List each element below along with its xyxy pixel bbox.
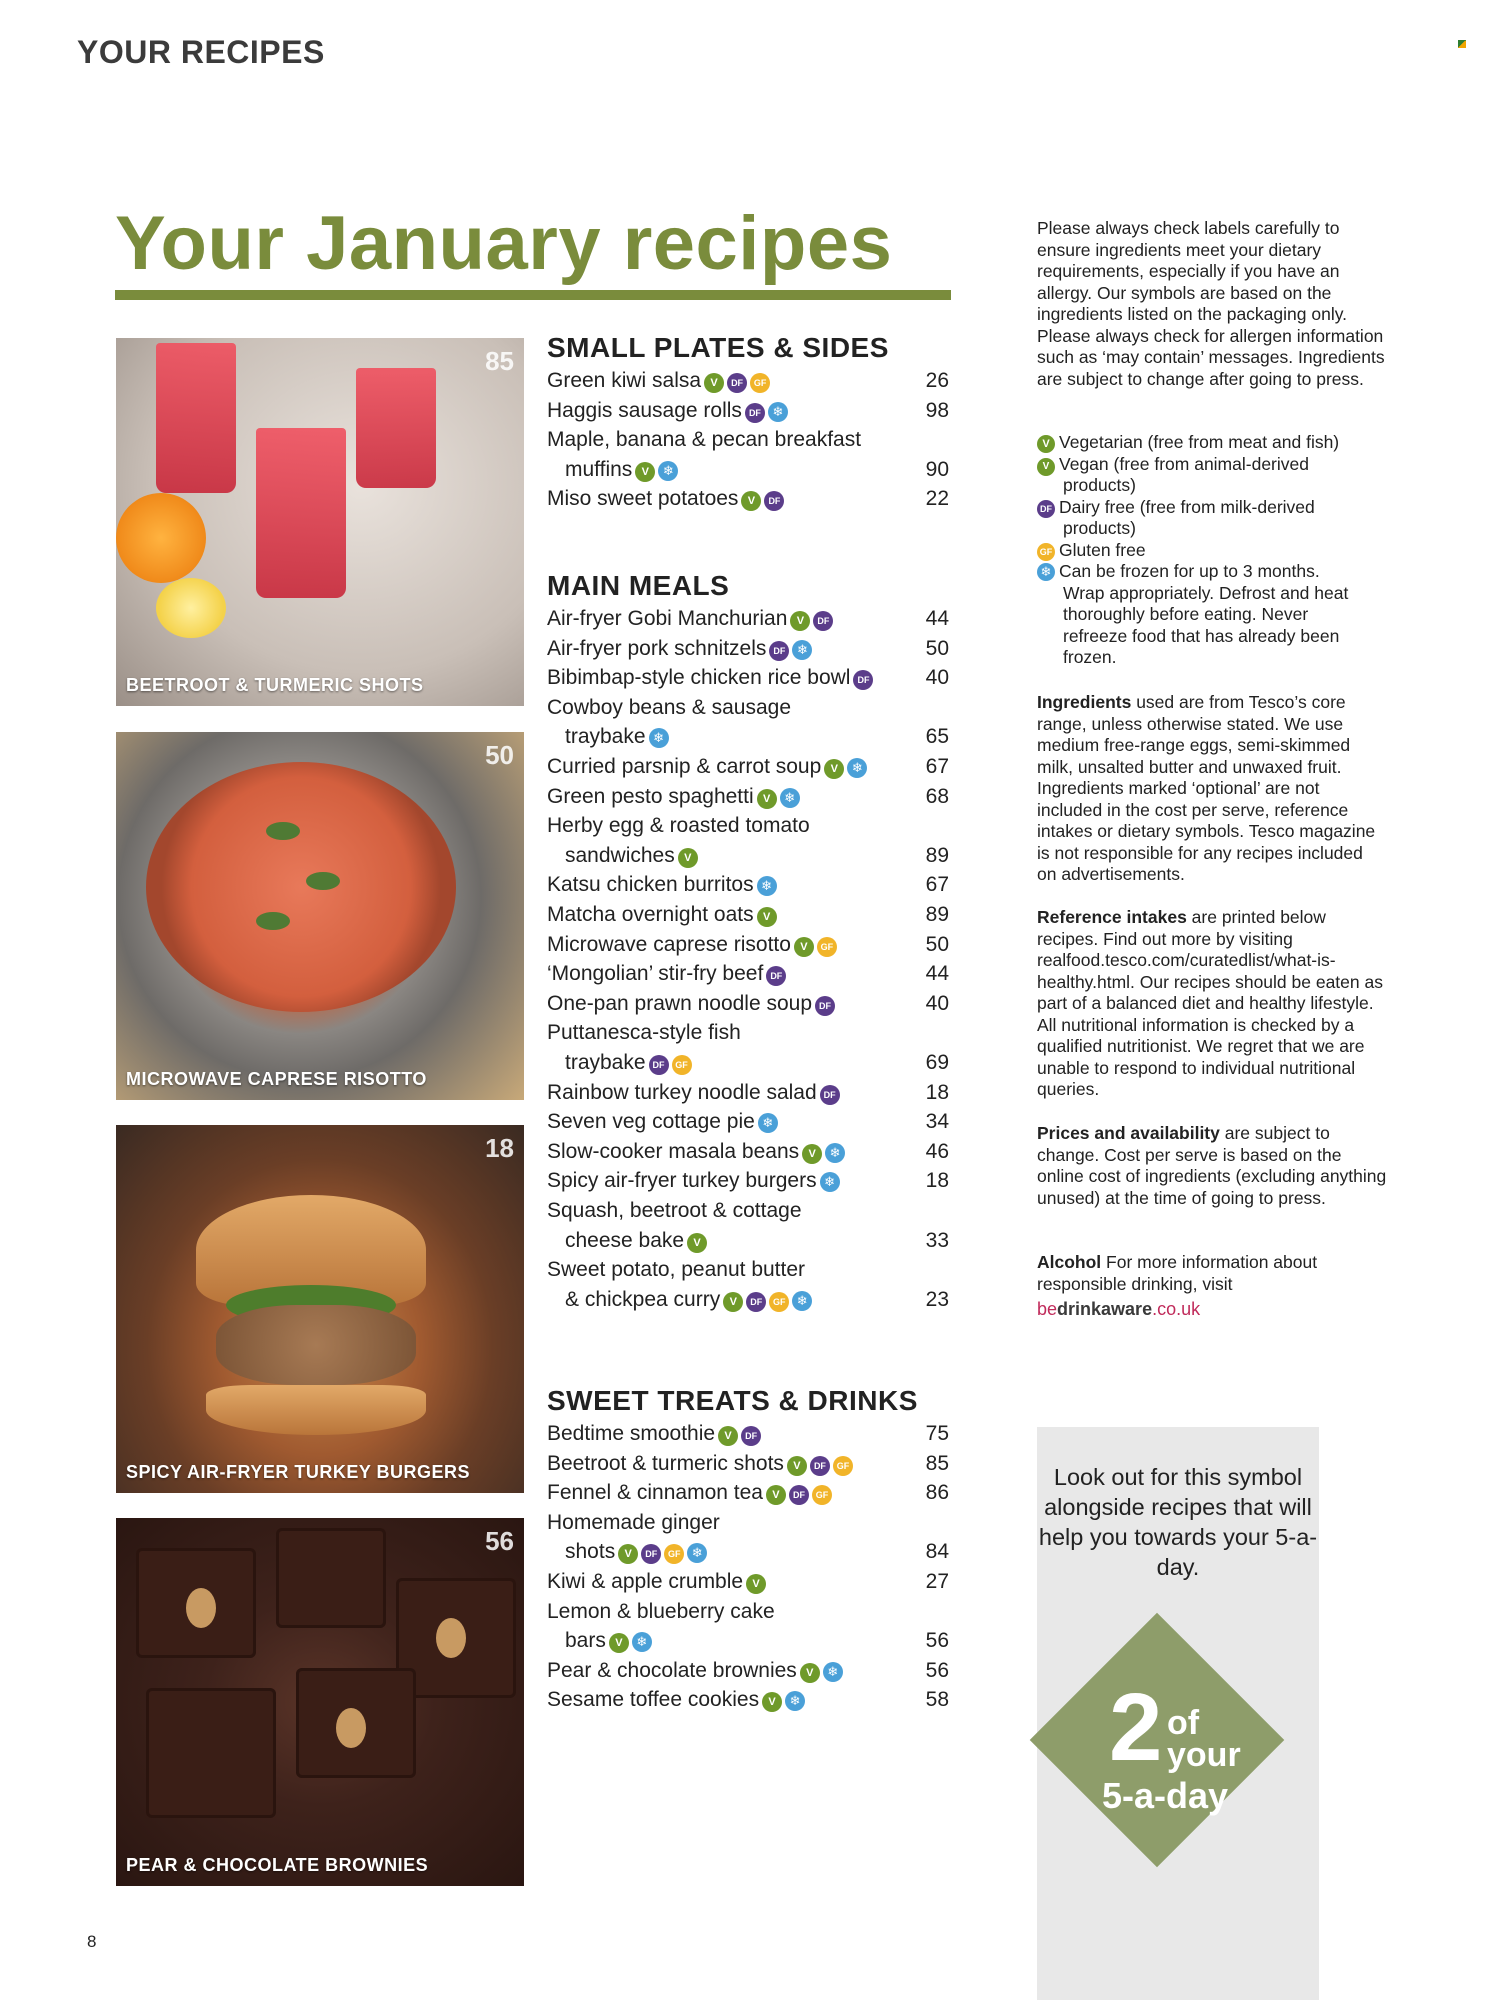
recipe-row <box>547 1420 949 1448</box>
legend-item <box>1037 497 1315 519</box>
recipe-page-number: 18 <box>925 1169 949 1193</box>
dietary-symbol-v-icon: V <box>687 1233 707 1253</box>
recipe-page-number: 98 <box>925 398 949 422</box>
dietary-symbol-v-icon: V <box>794 937 814 957</box>
recipe-name: cheese bake <box>565 1228 685 1252</box>
badge-count: 2 <box>1109 1674 1163 1781</box>
recipe-name: Green kiwi salsa <box>547 369 702 392</box>
legend-text: Gluten free <box>1059 539 1146 560</box>
recipe-name: Maple, banana & pecan breakfast <box>547 428 862 452</box>
dietary-symbol-gf-icon: GF <box>817 937 837 957</box>
legend-item <box>1037 540 1146 562</box>
legend-text-continued: products) <box>1063 475 1136 495</box>
recipe-name: Katsu chicken burritos <box>547 873 754 897</box>
dietary-intro: Please always check labels carefully to ensure ingredients meet your dietary requirements, especially if you have an allergy. Our symbols are based on the ingredients listed on the packaging only. Please always check for allergen information such as ‘may contain’ messages. Ingredients are subject to change after going to press. <box>1037 218 1385 389</box>
pear-slice <box>436 1618 466 1658</box>
dietary-symbol-df-icon: DF <box>641 1544 661 1564</box>
recipe-row <box>547 397 949 425</box>
photo-page-number: 56 <box>485 1526 514 1556</box>
recipe-page-number: 68 <box>925 784 949 808</box>
recipe-name: shots <box>565 1540 616 1564</box>
recipe-row <box>547 456 949 484</box>
photo-turkey-burgers <box>116 1125 524 1493</box>
dietary-symbol-fr-icon: ❄ <box>632 1632 652 1652</box>
recipe-name: Lemon & blueberry cake <box>547 1599 775 1623</box>
dietary-symbol-v-icon: V <box>723 1292 743 1312</box>
photo-page-number: 50 <box>485 740 514 770</box>
dietary-symbol-v-icon: V <box>762 1692 782 1712</box>
recipe-page-number: 69 <box>925 1051 949 1074</box>
recipe-page-number: 23 <box>925 1287 949 1311</box>
recipe-page-number: 56 <box>925 1629 949 1653</box>
recipe-row <box>547 783 949 811</box>
legend-text-continued: Wrap appropriately. Defrost and heat thoroughly before eating. Never refreeze food that has already been frozen. <box>1063 582 1349 667</box>
section-label: YOUR RECIPES <box>77 34 325 70</box>
recipe-name: Spicy air-fryer turkey burgers <box>547 1169 817 1193</box>
brownie-piece <box>276 1528 386 1628</box>
recipe-page-number: 44 <box>925 607 949 630</box>
photo-caption: SPICY AIR-FRYER TURKEY BURGERS <box>126 1462 471 1482</box>
recipe-row <box>547 485 949 513</box>
recipe-row <box>547 605 949 633</box>
recipe-page-number: 46 <box>925 1139 949 1163</box>
basil-leaf <box>306 872 340 890</box>
legend-item <box>1037 454 1309 476</box>
dietary-symbol-fr-icon: ❄ <box>658 461 678 481</box>
recipe-name: Bibimbap-style chicken rice bowl <box>547 666 851 690</box>
dietary-symbol-v-icon: V <box>787 1456 807 1476</box>
dietary-symbol-df-icon: DF <box>746 1292 766 1312</box>
dietary-symbol-fr-icon: ❄ <box>825 1143 845 1163</box>
section-heading: SWEET TREATS & DRINKS <box>547 1385 918 1416</box>
recipe-name: traybake <box>565 1051 646 1074</box>
dietary-symbol-fr-icon: ❄ <box>785 1691 805 1711</box>
recipe-row <box>547 1049 949 1077</box>
recipe-name: bars <box>565 1629 606 1653</box>
recipe-row <box>547 1108 949 1136</box>
recipe-name: Seven veg cottage pie <box>547 1110 755 1134</box>
dietary-symbol-fr-icon: ❄ <box>847 758 867 778</box>
recipe-row <box>547 1286 949 1314</box>
recipe-name: Microwave caprese risotto <box>547 932 791 956</box>
risotto-bowl <box>146 762 456 1012</box>
photo-caprese-risotto <box>116 732 524 1100</box>
recipe-page-number: 58 <box>925 1688 949 1712</box>
recipe-row <box>547 1538 949 1566</box>
basil-leaf <box>256 912 290 930</box>
recipe-name: One-pan prawn noodle soup <box>547 991 813 1015</box>
shot-glass <box>156 343 236 493</box>
dietary-symbol-fr-icon: ❄ <box>768 402 788 422</box>
recipe-name: Curried parsnip & carrot soup <box>547 755 822 778</box>
recipe-name: Miso sweet potatoes <box>547 487 739 511</box>
photo-beetroot-shots <box>116 338 524 706</box>
legend-text: Vegan (free from animal-derived <box>1059 453 1309 474</box>
recipe-row <box>547 901 949 929</box>
recipe-name: traybake <box>565 725 646 749</box>
burger-bun-bottom <box>206 1385 426 1435</box>
recipe-page-number: 40 <box>925 666 949 690</box>
prices-note <box>1037 1123 1387 1209</box>
reference-intakes-note <box>1037 907 1387 1101</box>
dietary-symbol-fr-icon: ❄ <box>792 1291 812 1311</box>
dietary-symbol-df-icon: DF <box>853 670 873 690</box>
legend-vg-icon: V <box>1037 458 1055 476</box>
recipe-name: Slow-cooker masala beans <box>547 1139 800 1163</box>
dietary-symbol-fr-icon: ❄ <box>820 1172 840 1192</box>
shot-glass <box>356 368 436 488</box>
legend-item <box>1037 561 1320 583</box>
dietary-symbol-df-icon: DF <box>789 1485 809 1505</box>
dietary-symbol-df-icon: DF <box>764 491 784 511</box>
dietary-symbol-v-icon: V <box>757 907 777 927</box>
drinkaware-main: drinkaware <box>1057 1299 1153 1319</box>
recipe-row <box>547 1450 949 1478</box>
recipe-name: Haggis sausage rolls <box>547 398 742 422</box>
recipe-name: Matcha overnight oats <box>547 903 754 926</box>
drinkaware-be: be <box>1037 1299 1058 1319</box>
dietary-symbol-df-icon: DF <box>649 1055 669 1075</box>
dietary-symbol-gf-icon: GF <box>833 1456 853 1476</box>
recipe-page-number: 22 <box>925 487 949 511</box>
recipe-page-number: 27 <box>925 1570 949 1593</box>
dietary-symbol-gf-icon: GF <box>769 1292 789 1312</box>
legend-v-icon: V <box>1037 435 1055 453</box>
dietary-symbol-v-icon: V <box>704 373 724 393</box>
recipe-name: Air-fryer Gobi Manchurian <box>547 607 788 630</box>
recipe-name: Green pesto spaghetti <box>547 784 754 808</box>
recipe-row <box>547 723 949 751</box>
title-underline <box>115 290 951 300</box>
recipe-row <box>547 635 949 663</box>
recipe-row <box>547 664 949 692</box>
recipe-name: Cowboy beans & sausage <box>547 695 791 719</box>
alcohol-note <box>1037 1252 1387 1295</box>
recipe-name: Air-fryer pork schnitzels <box>547 636 767 660</box>
dietary-symbol-v-icon: V <box>609 1633 629 1653</box>
recipe-page-number: 33 <box>925 1228 949 1252</box>
photo-page-number: 85 <box>485 346 514 376</box>
recipe-name: Fennel & cinnamon tea <box>547 1481 763 1505</box>
dietary-symbol-v-icon: V <box>790 611 810 631</box>
dietary-symbol-df-icon: DF <box>766 966 786 986</box>
dietary-symbol-df-icon: DF <box>813 611 833 631</box>
dietary-symbol-v-icon: V <box>802 1144 822 1164</box>
dietary-symbol-fr-icon: ❄ <box>758 1113 778 1133</box>
recipe-row <box>547 842 949 870</box>
dietary-symbol-fr-icon: ❄ <box>757 876 777 896</box>
photo-page-number: 18 <box>485 1133 514 1163</box>
legend-text: Dairy free (free from milk-derived <box>1059 496 1315 517</box>
recipe-name: Squash, beetroot & cottage <box>547 1199 802 1222</box>
corner-logo-mark <box>1458 40 1466 48</box>
badge-your: your <box>1167 1736 1241 1774</box>
recipe-page-number: 89 <box>925 903 949 926</box>
dietary-symbol-fr-icon: ❄ <box>649 728 669 748</box>
reference-text: are printed below recipes. Find out more by visiting realfood.tesco.com/curatedlist/what-is-healthy.html. Our recipes should be eaten as part of a balanced diet and healthy lifestyle. All nutritional information is checked by a qualified nutritionist. We regret that we are unable to respond to individual nutritional queries. <box>1037 907 1383 1099</box>
recipe-page-number: 75 <box>925 1422 949 1445</box>
photo-pear-brownies <box>116 1518 524 1886</box>
recipe-name: Bedtime smoothie <box>547 1422 716 1445</box>
badge-of: of <box>1167 1704 1200 1742</box>
dietary-symbol-gf-icon: GF <box>672 1055 692 1075</box>
brownie-piece <box>146 1688 276 1818</box>
recipe-row <box>547 1167 949 1195</box>
recipe-name: & chickpea curry <box>565 1287 721 1311</box>
legend-item <box>1037 432 1339 454</box>
ingredients-text: used are from Tesco’s core range, unless otherwise stated. We use medium free-range eggs, semi-skimmed milk, unsalted butter and unwaxed fruit. Ingredients marked ‘optional’ are not included in the cost per serve, reference intakes or dietary symbols. Tesco magazine is not responsible for any recipes included on advertisements. <box>1037 692 1376 884</box>
recipe-row <box>547 1138 949 1166</box>
legend-df-icon: DF <box>1037 500 1055 518</box>
recipe-row <box>547 1197 949 1225</box>
dietary-symbol-df-icon: DF <box>727 373 747 393</box>
dietary-symbol-df-icon: DF <box>820 1085 840 1105</box>
lemon-slice <box>156 578 226 638</box>
basil-leaf <box>266 822 300 840</box>
recipe-page-number: 90 <box>925 457 949 481</box>
dietary-symbol-df-icon: DF <box>741 1426 761 1446</box>
reference-heading: Reference intakes <box>1037 907 1187 927</box>
dietary-symbol-v-icon: V <box>635 462 655 482</box>
recipe-page-number: 56 <box>925 1658 949 1682</box>
legend-fr-icon: ❄ <box>1037 563 1055 581</box>
ingredients-heading: Ingredients <box>1037 692 1132 712</box>
five-a-day-badge-text <box>1052 1674 1302 1880</box>
recipe-page-number: 44 <box>925 962 949 986</box>
section-heading: MAIN MEALS <box>547 570 730 601</box>
recipe-name: ‘Mongolian’ stir-fry beef <box>547 962 764 986</box>
dietary-symbol-df-icon: DF <box>769 641 789 661</box>
recipe-name: Puttanesca-style fish <box>547 1021 741 1045</box>
alcohol-heading: Alcohol <box>1037 1252 1102 1272</box>
dietary-symbol-df-icon: DF <box>815 996 835 1016</box>
drinkaware-tld: .co.uk <box>1152 1299 1201 1319</box>
legend-text-continued: products) <box>1063 518 1136 538</box>
recipe-row <box>547 694 949 722</box>
recipe-name: Pear & chocolate brownies <box>547 1658 797 1682</box>
recipe-row <box>547 1598 949 1626</box>
recipe-page-number: 67 <box>925 755 949 778</box>
recipe-page-number: 50 <box>925 636 949 660</box>
recipe-name: Kiwi & apple crumble <box>547 1570 744 1593</box>
recipe-page-number: 89 <box>925 843 949 867</box>
recipe-page-number: 86 <box>925 1481 949 1505</box>
dietary-symbol-v-icon: V <box>678 848 698 868</box>
recipe-row <box>547 960 949 988</box>
dietary-symbol-v-icon: V <box>757 789 777 809</box>
dietary-symbol-v-icon: V <box>718 1426 738 1446</box>
dietary-symbol-fr-icon: ❄ <box>792 640 812 660</box>
dietary-symbol-fr-icon: ❄ <box>823 1662 843 1682</box>
badge-five-a-day: 5-a-day <box>1102 1775 1229 1816</box>
recipe-page-number: 85 <box>925 1451 949 1475</box>
recipe-row <box>547 753 949 781</box>
ingredients-note <box>1037 692 1387 886</box>
dietary-symbol-fr-icon: ❄ <box>687 1543 707 1563</box>
recipe-row <box>547 1686 949 1714</box>
orange-slice <box>116 493 206 583</box>
dietary-symbol-v-icon: V <box>766 1485 786 1505</box>
legend-gf-icon: GF <box>1037 543 1055 561</box>
recipe-page-number: 26 <box>925 369 949 392</box>
recipe-row <box>547 1568 949 1596</box>
recipe-page-number: 18 <box>925 1080 949 1104</box>
dietary-symbol-v-icon: V <box>741 491 761 511</box>
dietary-symbol-v-icon: V <box>618 1544 638 1564</box>
recipe-row <box>547 1479 949 1507</box>
dietary-symbol-df-icon: DF <box>810 1456 830 1476</box>
recipe-row <box>547 931 949 959</box>
shot-glass <box>256 428 346 598</box>
page-title: Your January recipes <box>115 201 893 286</box>
section-heading: SMALL PLATES & SIDES <box>547 332 889 363</box>
promo-text: Look out for this symbol alongside recipes that will help you towards your 5-a-day. <box>1038 1464 1318 1580</box>
recipe-name: Rainbow turkey noodle salad <box>547 1080 817 1104</box>
dietary-symbol-gf-icon: GF <box>664 1544 684 1564</box>
recipe-name: Herby egg & roasted tomato <box>547 814 810 838</box>
recipe-page-number: 65 <box>925 725 949 749</box>
dietary-symbol-v-icon: V <box>824 759 844 779</box>
recipe-name: sandwiches <box>565 843 675 867</box>
recipe-name: Sweet potato, peanut butter <box>547 1258 806 1282</box>
recipe-page-number: 67 <box>925 873 949 897</box>
recipe-row <box>547 1079 949 1107</box>
dietary-symbol-fr-icon: ❄ <box>780 788 800 808</box>
drinkaware-link[interactable] <box>1037 1299 1200 1320</box>
recipe-name: Sesame toffee cookies <box>547 1688 760 1712</box>
recipe-row <box>547 1509 949 1537</box>
recipe-row <box>547 871 949 899</box>
dietary-symbol-gf-icon: GF <box>750 373 770 393</box>
dietary-symbol-v-icon: V <box>746 1574 766 1594</box>
alcohol-text: For more information about responsible drinking, visit <box>1037 1252 1318 1294</box>
pear-slice <box>336 1708 366 1748</box>
dietary-symbol-df-icon: DF <box>745 403 765 423</box>
recipe-row <box>547 990 949 1018</box>
recipe-row <box>547 1019 949 1047</box>
dietary-symbol-gf-icon: GF <box>812 1485 832 1505</box>
prices-text: are subject to change. Cost per serve is based on the online cost of ingredients (excluding anything unused) at the time of going to press. <box>1037 1123 1387 1208</box>
recipe-name: Beetroot & turmeric shots <box>547 1451 784 1475</box>
recipe-row <box>547 426 949 454</box>
recipe-row <box>547 1627 949 1655</box>
recipe-row <box>547 812 949 840</box>
recipe-page-number: 84 <box>925 1540 949 1564</box>
photo-caption: PEAR & CHOCOLATE BROWNIES <box>126 1855 429 1875</box>
legend-text: Can be frozen for up to 3 months. <box>1059 561 1320 581</box>
recipe-page-number: 40 <box>925 991 949 1015</box>
recipe-name: muffins <box>565 457 633 481</box>
photo-caption: BEETROOT & TURMERIC SHOTS <box>126 675 424 695</box>
photo-caption: MICROWAVE CAPRESE RISOTTO <box>126 1069 427 1089</box>
burger-patty <box>216 1305 416 1385</box>
recipe-page-number: 34 <box>925 1110 949 1134</box>
recipe-row <box>547 1227 949 1255</box>
page-number: 8 <box>87 1932 97 1951</box>
pear-slice <box>186 1588 216 1628</box>
recipe-row <box>547 367 949 395</box>
recipe-page-number: 50 <box>925 932 949 956</box>
recipe-row <box>547 1256 949 1284</box>
recipe-row <box>547 1657 949 1685</box>
recipe-name: Homemade ginger <box>547 1510 720 1534</box>
legend-text: Vegetarian (free from meat and fish) <box>1059 432 1340 452</box>
prices-heading: Prices and availability <box>1037 1123 1220 1143</box>
dietary-symbol-v-icon: V <box>800 1663 820 1683</box>
